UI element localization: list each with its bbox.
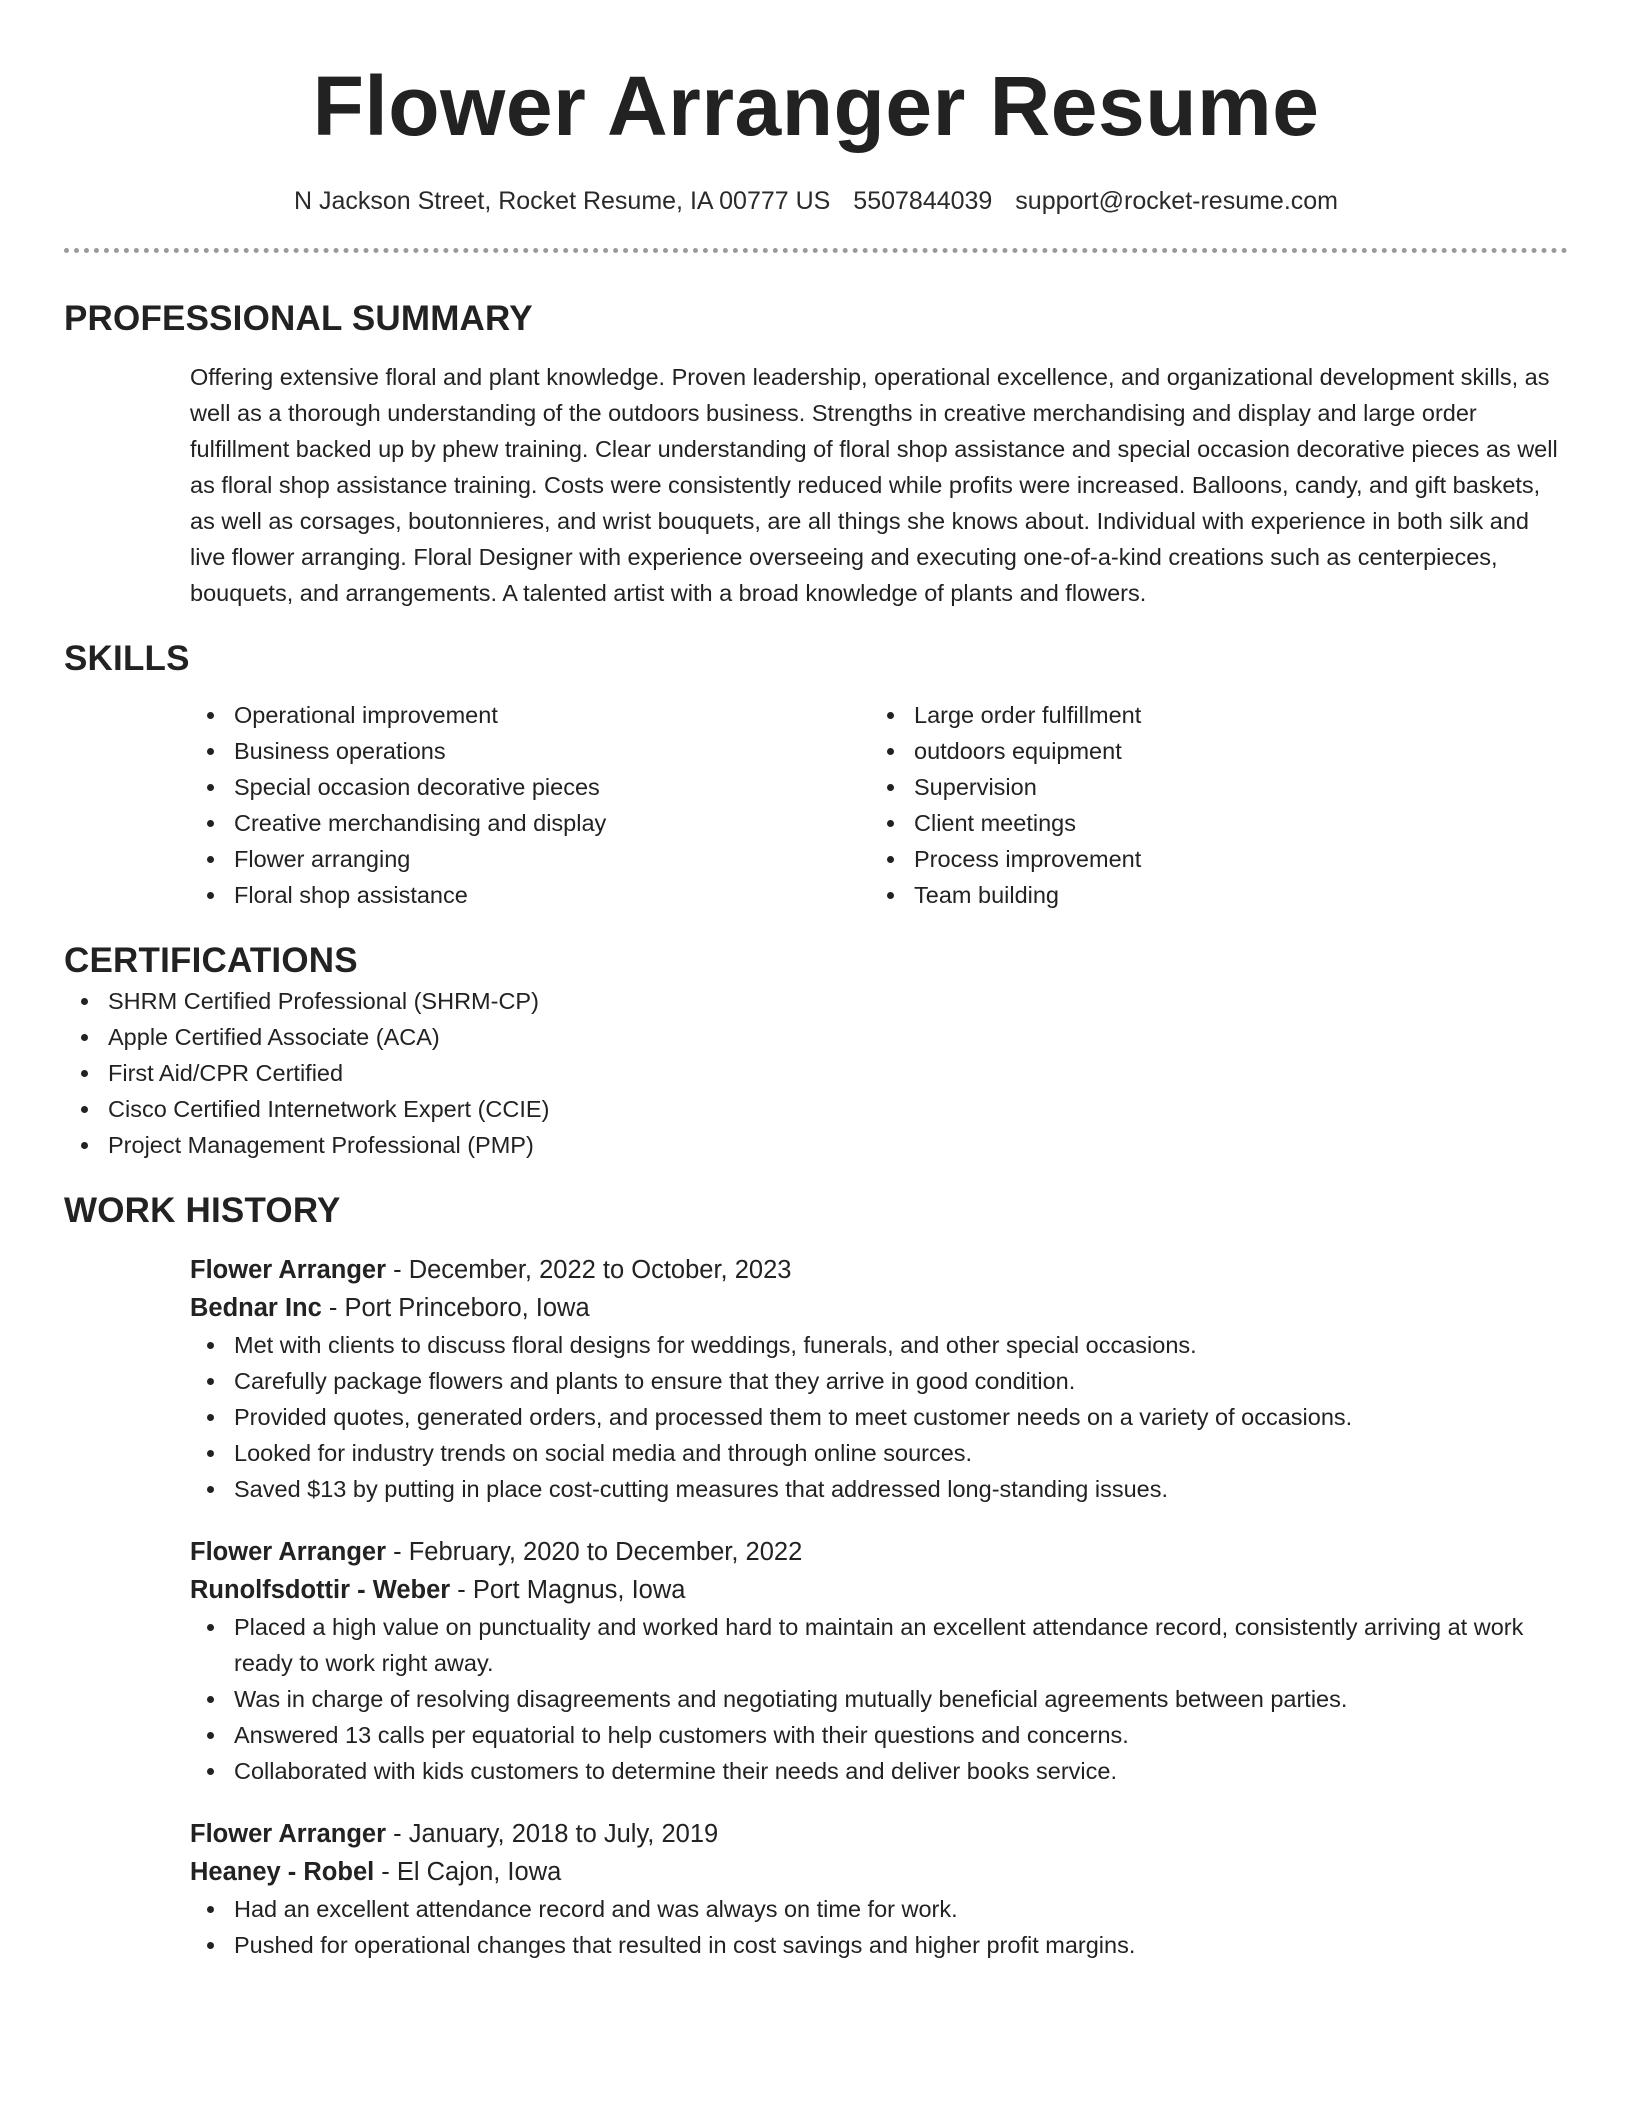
job-location: - El Cajon, Iowa <box>374 1858 562 1886</box>
list-item: Placed a high value on punctuality and worked hard to maintain an excellent attendance record, consistently arriving at work ready to work right away. <box>190 1609 1568 1681</box>
summary-heading: PROFESSIONAL SUMMARY <box>64 299 533 338</box>
job-dates: - December, 2022 to October, 2023 <box>386 1256 792 1284</box>
certifications-heading: CERTIFICATIONS <box>64 941 358 980</box>
list-item: Met with clients to discuss floral designs for weddings, funerals, and other special occasions. <box>190 1327 1568 1363</box>
job-bullets <box>190 1609 1568 1789</box>
job-bullets <box>190 1327 1568 1507</box>
list-item: Collaborated with kids customers to determine their needs and deliver books service. <box>190 1753 1568 1789</box>
list-item: Project Management Professional (PMP) <box>64 1127 1568 1163</box>
job-bullets <box>190 1891 1568 1963</box>
list-item: Cisco Certified Internetwork Expert (CCIE) <box>64 1091 1568 1127</box>
job-company-line <box>190 1571 1568 1609</box>
page-title: Flower Arranger Resume <box>312 59 1320 153</box>
certifications-section <box>64 939 1568 1163</box>
skills-list-right <box>870 697 1550 913</box>
list-item: Answered 13 calls per equatorial to help customers with their questions and concerns. <box>190 1717 1568 1753</box>
list-item: Floral shop assistance <box>190 877 870 913</box>
list-item: outdoors equipment <box>870 733 1550 769</box>
list-item: Supervision <box>870 769 1550 805</box>
list-item: Large order fulfillment <box>870 697 1550 733</box>
job-company-line <box>190 1289 1568 1327</box>
header-divider <box>64 248 1568 253</box>
summary-text: Offering extensive floral and plant knowledge. Proven leadership, operational excellence, and organizational development skills, as well as a thorough understanding of the outdoors business. Strengths in creative merchandising and display and large order fulfillment backed up by phew training. Clear understanding of floral shop assistance and special occasion decorative pieces as well as floral shop assistance training. Costs were consistently reduced while profits were increased. Balloons, candy, and gift baskets, as well as corsages, boutonnieres, and wrist bouquets, are all things she knows about. Individual with experience in both silk and live flower arranging. Floral Designer with experience overseeing and executing one-of-a-kind creations such as centerpieces, bouquets, and arrangements. A talented artist with a broad knowledge of plants and flowers. <box>190 364 1558 606</box>
job-company-line <box>190 1853 1568 1891</box>
list-item: Process improvement <box>870 841 1550 877</box>
list-item: Flower arranging <box>190 841 870 877</box>
job-title-line <box>190 1251 1568 1289</box>
summary-section <box>64 297 1568 611</box>
list-item: Provided quotes, generated orders, and processed them to meet customer needs on a variety of occasions. <box>190 1399 1568 1435</box>
contact-email: support@rocket-resume.com <box>1015 187 1339 215</box>
job-entry <box>190 1815 1568 1963</box>
list-item: Looked for industry trends on social media and through online sources. <box>190 1435 1568 1471</box>
list-item: First Aid/CPR Certified <box>64 1055 1568 1091</box>
list-item: Team building <box>870 877 1550 913</box>
list-item: Special occasion decorative pieces <box>190 769 870 805</box>
skills-column-left <box>190 697 870 913</box>
job-company: Heaney - Robel <box>190 1858 375 1886</box>
list-item: Saved $13 by putting in place cost-cutting measures that addressed long-standing issues. <box>190 1471 1568 1507</box>
resume-page <box>64 0 1568 1963</box>
list-item: Client meetings <box>870 805 1550 841</box>
list-item: Apple Certified Associate (ACA) <box>64 1019 1568 1055</box>
job-entry <box>190 1533 1568 1789</box>
job-entry <box>190 1251 1568 1507</box>
job-location: - Port Magnus, Iowa <box>450 1576 686 1604</box>
skills-heading: SKILLS <box>64 639 190 678</box>
list-item: Was in charge of resolving disagreements and negotiating mutually beneficial agreements between parties. <box>190 1681 1568 1717</box>
contact-line <box>64 184 1568 218</box>
work-history-heading: WORK HISTORY <box>64 1191 341 1230</box>
contact-phone: 5507844039 <box>853 187 993 215</box>
list-item: Pushed for operational changes that resulted in cost savings and higher profit margins. <box>190 1927 1568 1963</box>
job-company: Runolfsdottir - Weber <box>190 1576 451 1604</box>
list-item: Business operations <box>190 733 870 769</box>
list-item: Had an excellent attendance record and was always on time for work. <box>190 1891 1568 1927</box>
job-title-line <box>190 1815 1568 1853</box>
list-item: Creative merchandising and display <box>190 805 870 841</box>
job-dates: - January, 2018 to July, 2019 <box>386 1820 719 1848</box>
job-location: - Port Princeboro, Iowa <box>321 1294 590 1322</box>
work-history-section <box>64 1189 1568 1963</box>
job-dates: - February, 2020 to December, 2022 <box>386 1538 803 1566</box>
job-title-line <box>190 1533 1568 1571</box>
list-item: SHRM Certified Professional (SHRM-CP) <box>64 983 1568 1019</box>
skills-grid <box>190 697 1568 913</box>
job-title: Flower Arranger <box>190 1820 387 1848</box>
job-company: Bednar Inc <box>190 1294 322 1322</box>
skills-list-left <box>190 697 870 913</box>
certifications-list <box>64 983 1568 1163</box>
list-item: Carefully package flowers and plants to ensure that they arrive in good condition. <box>190 1363 1568 1399</box>
skills-column-right <box>870 697 1550 913</box>
contact-address: N Jackson Street, Rocket Resume, IA 00777 US <box>293 187 831 215</box>
skills-section <box>64 637 1568 913</box>
job-title: Flower Arranger <box>190 1256 387 1284</box>
list-item: Operational improvement <box>190 697 870 733</box>
job-title: Flower Arranger <box>190 1538 387 1566</box>
